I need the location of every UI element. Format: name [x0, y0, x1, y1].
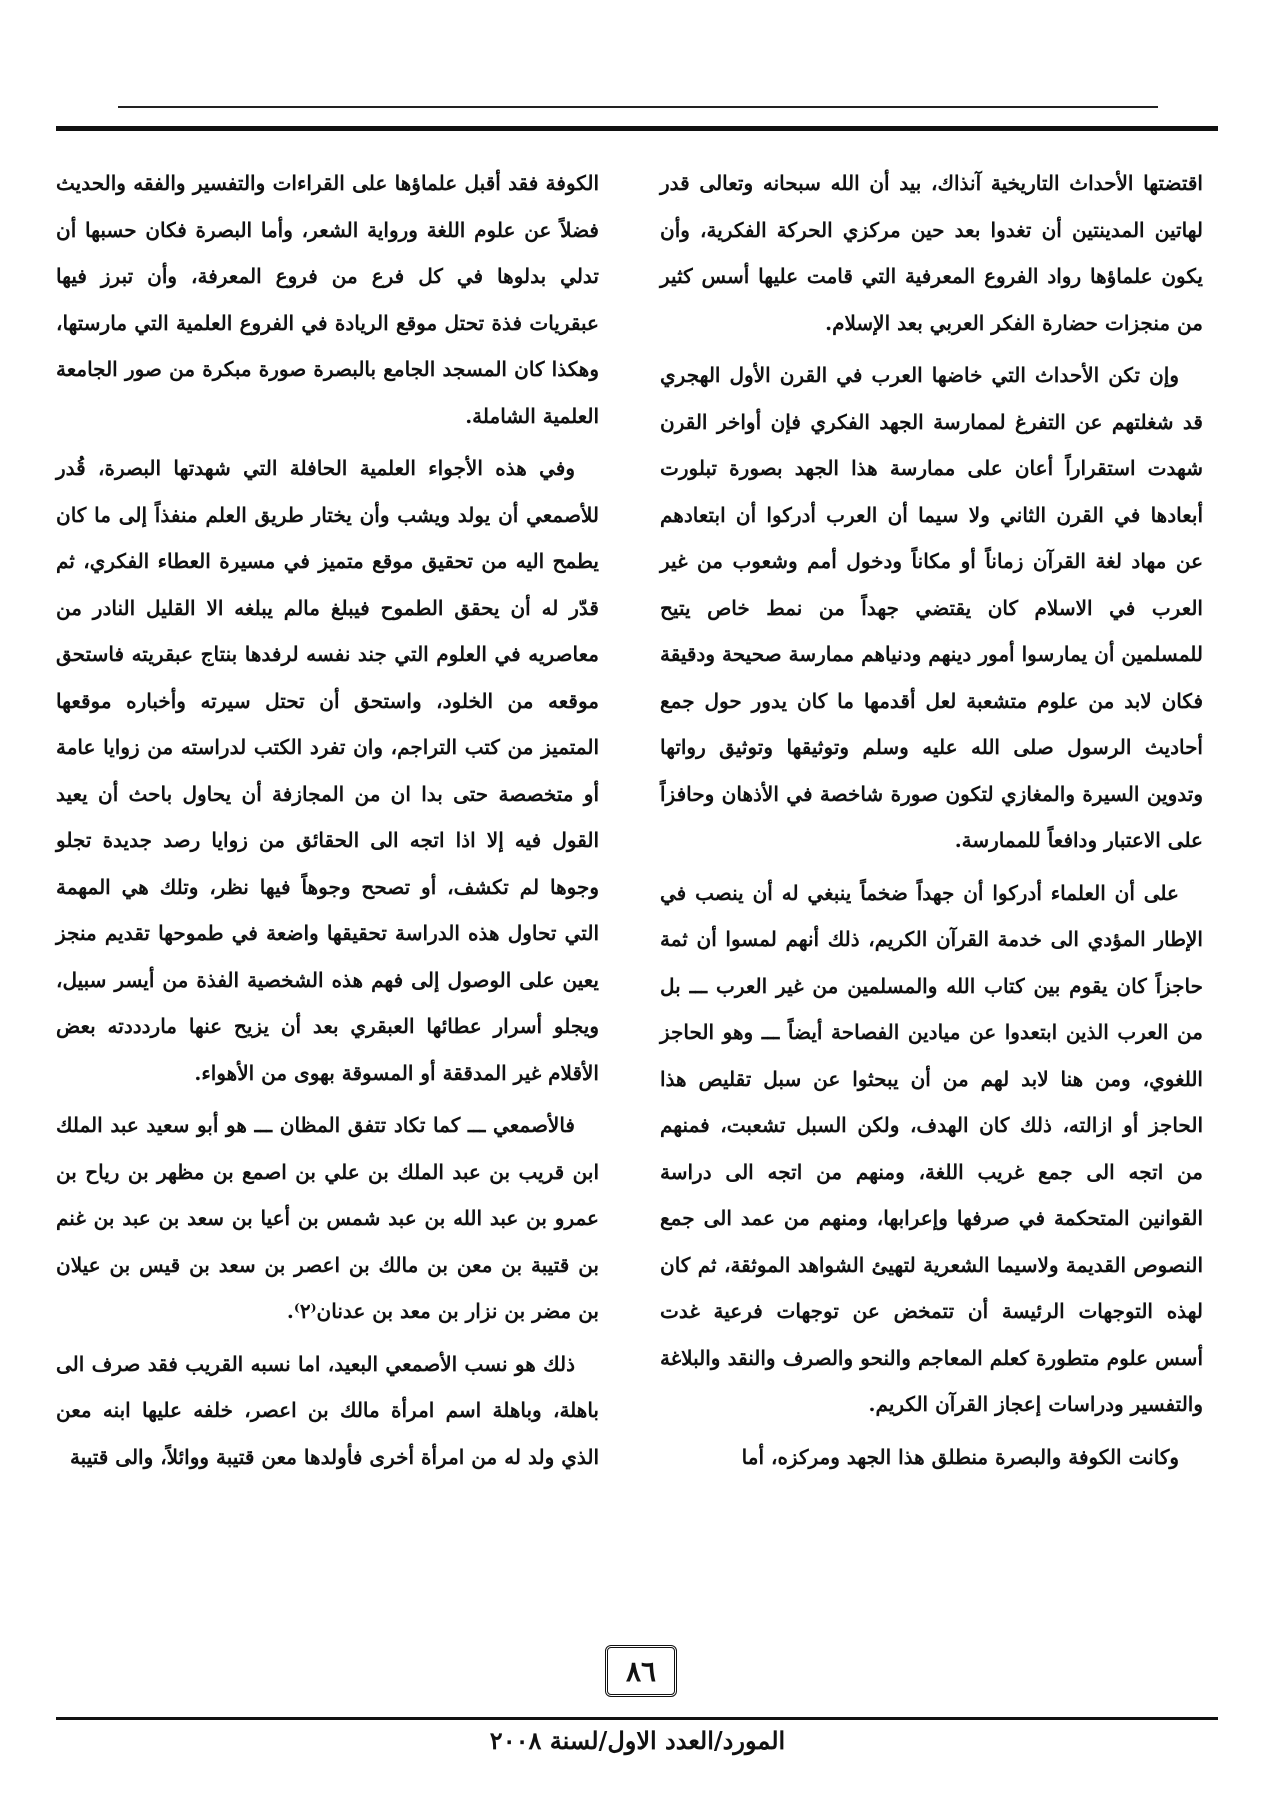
paragraph: اقتضتها الأحداث التاريخية آنذاك، بيد أن الله سبحانه وتعالى قدر لهاتين المدينتين أن تغدوا بعد حين مركزي الحركة الفكرية، وأن يكون علماؤها رواد الفروع المعرفية التي قامت عليها أسس كثير من منجزات حضارة الفكر العربي بعد الإسلام.	[660, 171, 1203, 335]
header-rule-thick	[56, 126, 1218, 131]
left-column	[56, 160, 599, 1486]
paragraph: وفي هذه الأجواء العلمية الحافلة التي شهدتها البصرة، قُدر للأصمعي أن يولد ويشب وأن يختار طريق العلم منفذاً إلى ما كان يطمح اليه من تحقيق موقع متميز في مسيرة العطاء الفكري، ثم قدّر له أن يحقق الطموح فيبلغ مالم يبلغه الا القليل النادر من معاصريه في العلوم التي جند نفسه لرفدها بنتاج عبقريته فاستحق موقعه من الخلود، واستحق أن تحتل سيرته وأخباره موقعها المتميز من كتب التراجم، وان تفرد الكتب لدراسته من زوايا عامة أو متخصصة حتى بدا ان من المجازفة أن يحاول باحث أن يعيد القول فيه إلا اذا اتجه الى الحقائق من زوايا رصد جديدة تجلو وجوها لم تكشف، أو تصحح وجوهاً فيها نظر، وتلك هي المهمة التي تحاول هذه الدراسة تحقيقها واضعة في طموحها تقديم منجز يعين على الوصول إلى فهم هذه الشخصية الفذة من أيسر سبيل، ويجلو أسرار عطائها العبقري بعد أن يزيح عنها ماردددته بعض الأقلام غير المدققة أو المسوقة بهوى من الأهواء.	[56, 456, 599, 1085]
paragraph: وكانت الكوفة والبصرة منطلق هذا الجهد ومركزه، أما	[741, 1444, 1179, 1469]
paragraph: الكوفة فقد أقبل علماؤها على القراءات والتفسير والفقه والحديث فضلاً عن علوم اللغة ورواية الشعر، وأما البصرة فكان حسبها أن تدلي بدلوها في كل فرع من فروع المعرفة، وأن تبرز فيها عبقريات فذة تحتل موقع الريادة في الفروع العلمية التي مارستها، وهكذا كان المسجد الجامع بالبصرة صورة مبكرة من صور الجامعة العلمية الشاملة.	[56, 171, 599, 428]
header-rule-thin	[118, 106, 1158, 108]
paragraph: وإن تكن الأحداث التي خاضها العرب في القرن الأول الهجري قد شغلتهم عن التفرغ لممارسة الجهد الفكري فإن أواخر القرن شهدت استقراراً أعان على ممارسة هذا الجهد بصورة تبلورت أبعادها في القرن الثاني ولا سيما أن العرب أدركوا أن ابتعادهم عن مهاد لغة القرآن زماناً أو مكاناً ودخول أمم وشعوب من غير العرب في الاسلام كان يقتضي جهداً من نمط خاص يتيح للمسلمين أن يمارسوا أمور دينهم ودنياهم ممارسة صحيحة ودقيقة فكان لابد من علوم متشعبة لعل أقدمها ما كان يدور حول جمع أحاديث الرسول صلى الله عليه وسلم وتوثيقها وتوثيق رواتها وتدوين السيرة والمغازي لتكون صورة شاخصة في الأذهان وحافزاً على الاعتبار ودافعاً للممارسة.	[660, 363, 1203, 852]
journal-footer: المورد/العدد الاول/لسنة ٢٠٠٨	[489, 1726, 786, 1755]
footer-rule	[56, 1717, 1218, 1720]
paragraph: على أن العلماء أدركوا أن جهداً ضخماً ينبغي له أن ينصب في الإطار المؤدي الى خدمة القرآن الكريم، ذلك أنهم لمسوا أن ثمة حاجزاً كان يقوم بين كتاب الله والمسلمين من غير العرب ـــ بل من العرب الذين ابتعدوا عن ميادين الفصاحة أيضاً ـــ وهو الحاجز اللغوي، ومن هنا لابد لهم من أن يبحثوا عن سبل تقليص هذا الحاجز أو ازالته، ذلك كان الهدف، ولكن السبل تشعبت، فمنهم من اتجه الى جمع غريب اللغة، ومنهم من اتجه الى دراسة القوانين المتحكمة في صرفها وإعرابها، ومنهم من عمد الى جمع النصوص القديمة ولاسيما الشعرية لتهيئ الشواهد الموثقة، ثم كان لهذه التوجهات الرئيسة أن تتمخض عن توجهات فرعية غدت أسس علوم متطورة كعلم المعاجم والنحو والصرف والنقد والبلاغة والتفسير ودراسات إعجاز القرآن الكريم.	[660, 880, 1203, 1416]
page-number: ٨٦	[605, 1645, 677, 1697]
right-column	[660, 160, 1203, 1486]
paragraph: ذلك هو نسب الأصمعي البعيد، اما نسبه القريب فقد صرف الى باهلة، وباهلة اسم امرأة مالك بن اعصر، خلفه عليها ابنه معن الذي ولد له من امرأة أخرى فأولدها معن قتيبة ووائلاً، والى قتيبة	[56, 1351, 599, 1469]
paragraph: فالأصمعي ـــ كما تكاد تتفق المظان ـــ هو أبو سعيد عبد الملك ابن قريب بن عبد الملك بن علي بن اصمع بن مظهر بن رياح بن عمرو بن عبد الله بن عبد شمس بن أعيا بن سعد بن عبد بن غنم بن قتيبة بن معن بن مالك بن اعصر بن سعد بن قيس بن عيلان بن مضر بن نزار بن معد بن عدنان⁽٢⁾.	[56, 1113, 599, 1323]
